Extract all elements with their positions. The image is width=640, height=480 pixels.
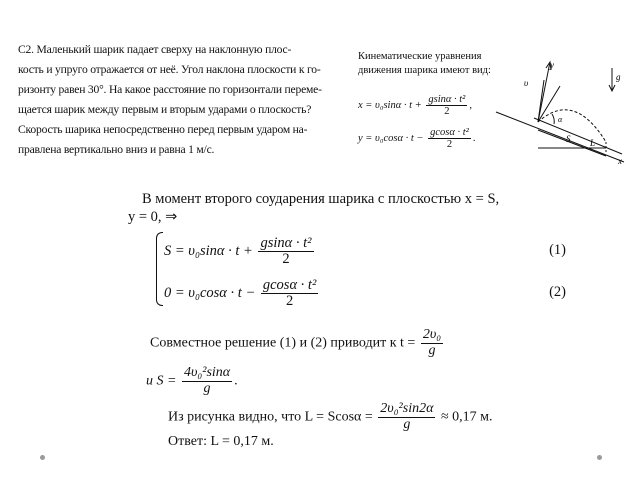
fraction-numerator: gcosα · t² (262, 277, 317, 293)
trajectory (538, 110, 606, 142)
l-tail: ≈ 0,17 м. (440, 409, 493, 425)
fraction-numerator: gsinα · t² (260, 235, 312, 251)
distance-s-label: S (566, 134, 571, 144)
x-axis (534, 118, 622, 154)
l-fraction (378, 402, 435, 432)
fraction-denominator: 2 (444, 106, 450, 118)
collision-condition: y = 0, ⇒ (128, 209, 178, 225)
problem-statement (18, 40, 348, 164)
problem-line: щается шарик между первым и вторым ударами о плоскость? (18, 103, 312, 116)
equation-2-lhs: 0 = υ₀cosα · t − (164, 285, 256, 302)
gravity-label: g (616, 72, 621, 82)
collision-block (118, 190, 570, 320)
s-tail: . (234, 373, 238, 389)
fraction-denominator: 2 (285, 293, 294, 310)
kinematic-heading: Кинематические уравнения (358, 51, 482, 62)
solution-text: Совместное решение (1) и (2) приводит к t = (150, 335, 416, 351)
fraction-numerator: gcosα · t² (430, 127, 469, 139)
s-fraction (182, 366, 232, 396)
equation-y-fraction (428, 127, 471, 150)
problem-line: ризонту равен 30°. На какое расстояние по горизонтали переме- (18, 83, 322, 96)
fraction-denominator: 2 (282, 251, 290, 268)
equation-2-fraction (261, 278, 318, 309)
fraction-denominator: g (403, 416, 411, 432)
solution-line-2 (146, 366, 238, 396)
equation-2-tag: (2) (549, 284, 566, 300)
problem-line: кость и упруго отражается от неё. Угол наклона плоскости к го- (18, 63, 321, 76)
solution-block (140, 326, 596, 454)
velocity-label: υ (524, 78, 529, 88)
velocity-vector (538, 80, 544, 122)
problem-line: правлена вертикально вниз и равна 1 м/с. (18, 143, 215, 156)
slide-bullet-dot (597, 455, 602, 460)
axis-label-y: y (550, 60, 554, 70)
angle-label: α (558, 115, 563, 124)
equation-y-lhs: y = υ₀cosα · t − (358, 132, 424, 144)
l-text: Из рисунка видно, что L = Scosα = (168, 409, 373, 425)
system-brace (156, 232, 163, 306)
collision-intro: В момент второго соударения шарика с плоскостью x = S, (142, 191, 500, 207)
problem-line: Скорость шарика непосредственно перед первым ударом на- (18, 123, 308, 136)
inclined-plane-diagram (494, 50, 628, 168)
equation-x-tail: , (469, 99, 472, 111)
equation-1-fraction (258, 236, 313, 267)
equation-2 (164, 278, 320, 309)
fraction-denominator: g (428, 342, 436, 358)
equation-1-tag: (1) (549, 242, 566, 258)
distance-l-label: L (590, 138, 596, 148)
slide-bullet-dot (40, 455, 45, 460)
fraction-numerator: 2υ₀²sin2α (380, 401, 434, 416)
equation-x (358, 94, 494, 117)
fraction-numerator: gsinα · t² (428, 94, 466, 105)
fraction-denominator: g (203, 380, 211, 396)
solution-line-3 (168, 402, 493, 432)
problem-line: C2. Маленький шарик падает сверху на наклонную плос- (18, 43, 292, 56)
fraction-numerator: 4υ₀²sinα (183, 365, 231, 380)
answer: Ответ: L = 0,17 м. (168, 434, 274, 449)
kinematic-heading: движения шарика имеют вид: (358, 65, 491, 76)
s-prefix: и S = (146, 373, 177, 389)
fraction-numerator: 2υ₀ (422, 327, 442, 342)
kinematic-equations (358, 50, 494, 172)
equation-y (358, 127, 494, 150)
equation-x-fraction (426, 94, 467, 117)
equation-1 (164, 236, 316, 267)
axis-label-x: x (618, 156, 622, 166)
angle-arc (552, 114, 554, 124)
equation-x-lhs: x = υ₀sinα · t + (358, 99, 422, 111)
fraction-denominator: 2 (446, 139, 453, 151)
t-fraction (421, 328, 443, 358)
solution-line-1 (150, 328, 445, 358)
equation-1-lhs: S = υ₀sinα · t + (164, 243, 253, 260)
equation-y-tail: . (472, 132, 476, 144)
